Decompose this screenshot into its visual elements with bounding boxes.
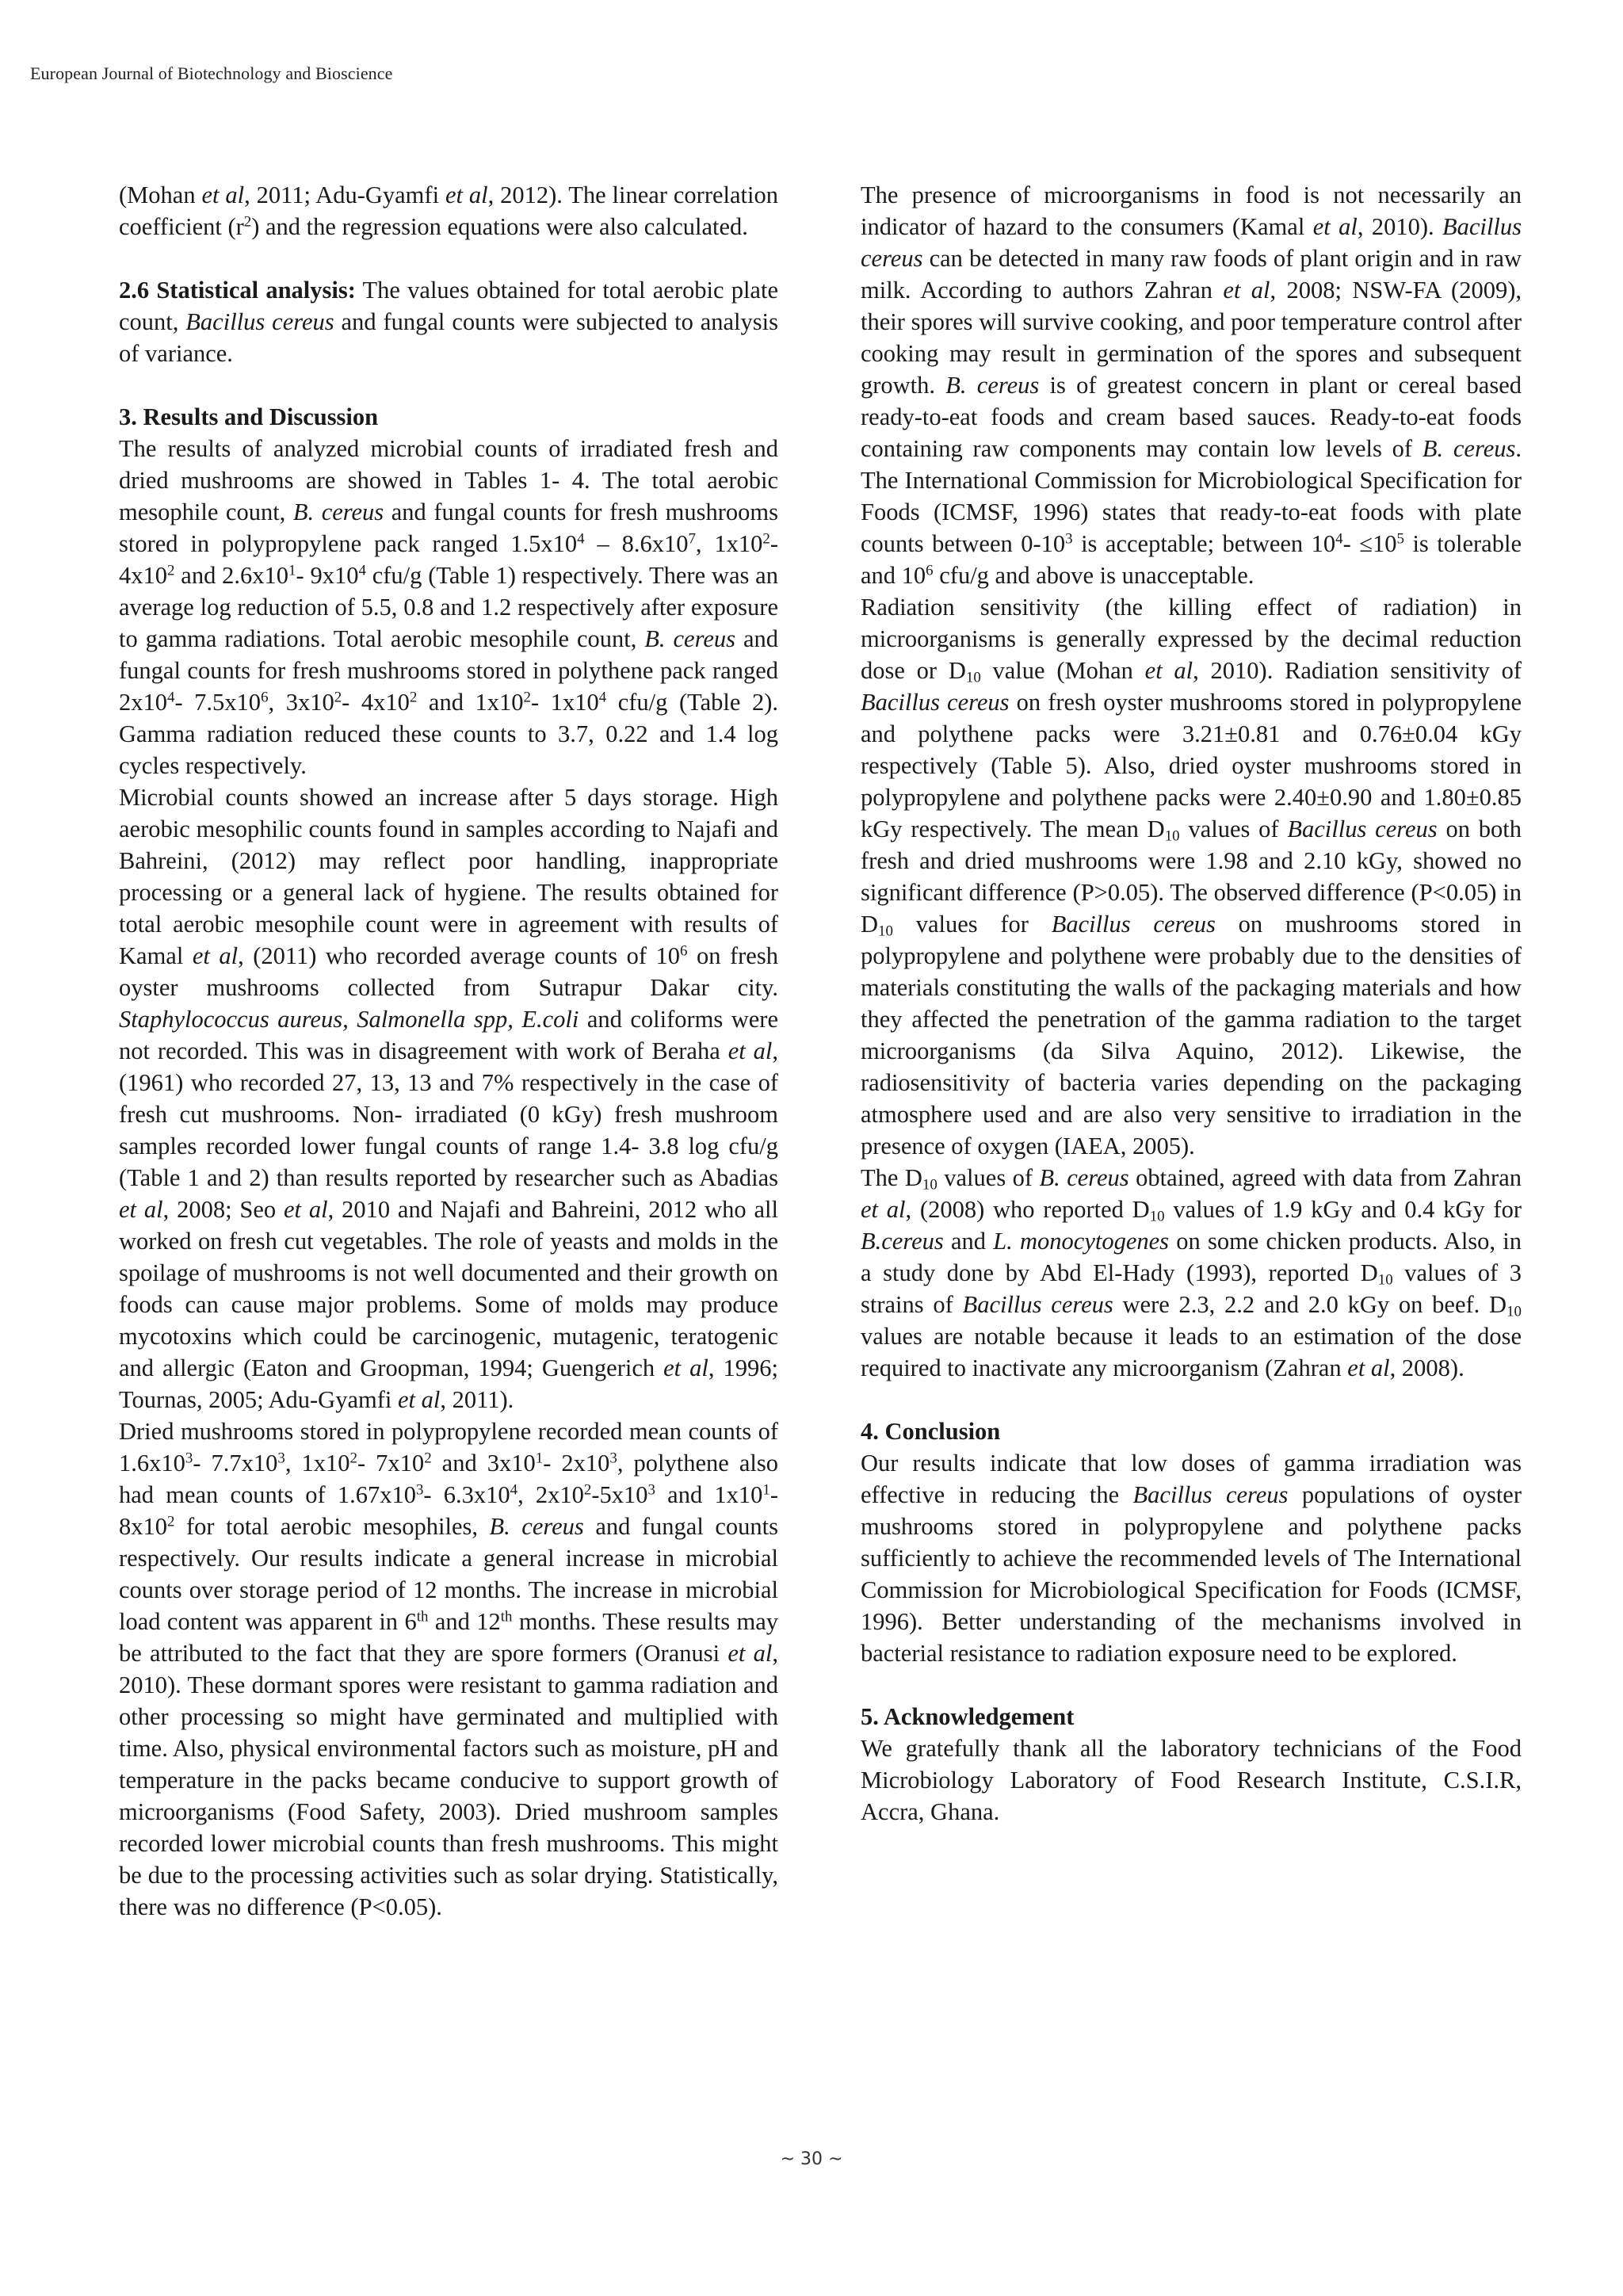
paragraph-discussion-3: The $D_{10}$ values of B. cereus obtained, agreed with data from Zahran et al, (2008) who reported $D_{10}$ values of 1.9 kGy and 0.4 kGy for B.cereus and L. monocytogenes on some chicken products. Also, in a study done by Abd El-Hady (1993), reported $D_{10}$ values of 3 strains of Bacillus cereus were 2.3, 2.2 and 2.0 kGy on beef. $D_{10}$ values are notable because it leads to an estimation of the dose required to inactivate any microorganism (Zahran et al, 2008). xyxy=(861,1164,1522,1381)
paragraph-results-1: The results of analyzed microbial counts of irradiated fresh and dried mushrooms are showed in Tables 1- 4. The total aerobic mesophile count, B. cereus and fungal counts for fresh mushrooms stored in polypropylene pack ranged $1.5x10^4 - 8.6x10^7$, $1x10^2-$ $4x10^2$ and $2.6x10^1-$ $9x10^4$ cfu/g (Table 1) respectively. There was an average log reduction of 5.5, 0.8 and 1.2 respectively after exposure to gamma radiations. Total aerobic mesophile count, B. cereus and fungal counts for fresh mushrooms stored in polythene pack ranged $2x10^4-$ $7.5x10^6$, $3x10^2-$ $4x10^2$ and $1x10^2-$ $1x10^4$ cfu/g (Table 2). Gamma radiation reduced these counts to 3.7, 0.22 and 1.4 log cycles respectively. xyxy=(119,435,779,779)
running-head: European Journal of Biotechnology and Bioscience xyxy=(30,63,393,83)
paragraph-statistical-analysis xyxy=(119,274,778,369)
paragraph-methods-end: (Mohan et al, 2011; Adu-Gyamfi et al, 2012). The linear correlation coefficient $(r^2)$ and the regression equations were also calculated. xyxy=(119,181,778,240)
left-column xyxy=(119,179,778,1923)
section-heading-conclusion: 4. Conclusion xyxy=(861,1418,1001,1445)
paragraph-results-3: Dried mushrooms stored in polypropylene recorded mean counts of $1.6x10^3-$ $7.7x10^3$, $1x10^2-$ $7x10^2$ and $3x10^1-$ $2x10^3$, polythene also had mean counts of $1.67x10^3-$ $6.3x10^4$, $2x10^2-5x10^3$ and $1x10^1-$ $8x10^2$ for total aerobic mesophiles, B. cereus and fungal counts respectively. Our results indicate a general increase in microbial counts over storage period of 12 months. The increase in microbial load content was apparent in 6th and 12th months. These results may be attributed to the fact that they are spore formers (Oranusi et al, 2010). These dormant spores were resistant to gamma radiation and other processing so might have germinated and multiplied with time. Also, physical environmental factors such as moisture, pH and temperature in the packs became conducive to support growth of microorganisms (Food Safety, 2003). Dried mushroom samples recorded lower microbial counts than fresh mushrooms. This might be due to the processing activities such as solar drying. Statistically, there was no difference (P<0.05). xyxy=(119,1418,779,1920)
right-column xyxy=(861,179,1522,1828)
paragraph-discussion-2: Radiation sensitivity (the killing effect of radiation) in microorganisms is generally expressed by the decimal reduction dose or $D_{10}$ value (Mohan et al, 2010). Radiation sensitivity of Bacillus cereus on fresh oyster mushrooms stored in polypropylene and polythene packs were 3.21±0.81 and 0.76±0.04 kGy respectively (Table 5). Also, dried oyster mushrooms stored in polypropylene and polythene packs were 2.40±0.90 and 1.80±0.85 kGy respectively. The mean $D_{10}$ values of Bacillus cereus on both fresh and dried mushrooms were 1.98 and 2.10 kGy, showed no significant difference (P>0.05). The observed difference (P<0.05) in $D_{10}$ values for Bacillus cereus on mushrooms stored in polypropylene and polythene were probably due to the densities of materials constituting the walls of the packaging materials and how they affected the penetration of the gamma radiation to the target microorganisms (da Silva Aquino, 2012). Likewise, the radiosensitivity of bacteria varies depending on the packaging atmosphere used and are also very sensitive to irradiation in the presence of oxygen (IAEA, 2005). xyxy=(861,594,1522,1159)
paragraph-results-2: Microbial counts showed an increase after 5 days storage. High aerobic mesophilic counts found in samples according to Najafi and Bahreini, (2012) may reflect poor handling, inappropriate processing or a general lack of hygiene. The results obtained for total aerobic mesophile count were in agreement with results of Kamal et al, (2011) who recorded average counts of $10^6$ on fresh oyster mushrooms collected from Sutrapur Dakar city. Staphylococcus aureus, Salmonella spp, E.coli and coliforms were not recorded. This was in disagreement with work of Beraha et al, (1961) who recorded 27, 13, 13 and 7% respectively in the case of fresh cut mushrooms. Non- irradiated (0 kGy) fresh mushroom samples recorded lower fungal counts of range 1.4- 3.8 log cfu/g (Table 1 and 2) than results reported by researcher such as Abadias et al, 2008; Seo et al, 2010 and Najafi and Bahreini, 2012 who all worked on fresh cut vegetables. The role of yeasts and molds in the spoilage of mushrooms is not well documented and their growth on foods can cause major problems. Some of molds may produce mycotoxins which could be carcinogenic, mutagenic, teratogenic and allergic (Eaton and Groopman, 1994; Guengerich et al, 1996; Tournas, 2005; Adu-Gyamfi et al, 2011). xyxy=(119,784,778,1413)
page-number: ~ 30 ~ xyxy=(780,2149,843,2169)
paragraph-conclusion: Our results indicate that low doses of gamma irradiation was effective in reducing the Bacillus cereus populations of oyster mushrooms stored in polypropylene and polythene packs sufficiently to achieve the recommended levels of The International Commission for Microbiological Specification for Foods (ICMSF, 1996). Better understanding of the mechanisms involved in bacterial resistance to radiation exposure need to be explored. xyxy=(861,1450,1522,1667)
paragraph-discussion-1: The presence of microorganisms in food is not necessarily an indicator of hazard to the consumers (Kamal et al, 2010). Bacillus cereus can be detected in many raw foods of plant origin and in raw milk. According to authors Zahran et al, 2008; NSW-FA (2009), their spores will survive cooking, and poor temperature control after cooking may result in germination of the spores and subsequent growth. B. cereus is of greatest concern in plant or cereal based ready-to-eat foods and cream based sauces. Ready-to-eat foods containing raw components may contain low levels of B. cereus. The International Commission for Microbiological Specification for Foods (ICMSF, 1996) states that ready-to-eat foods with plate counts between $0-10^3$ is acceptable; between $10^4- \le 10^5$ is tolerable and $10^6$ cfu/g and above is unacceptable. xyxy=(861,181,1522,589)
statistical-analysis-body: The values obtained for total aerobic plate count, Bacillus cereus and fungal counts were subjected to analysis of variance. xyxy=(119,277,778,367)
section-heading-results: 3. Results and Discussion xyxy=(119,403,379,430)
section-heading-statistical-analysis: 2.6 Statistical analysis: xyxy=(119,277,356,304)
paragraph-acknowledgement: We gratefully thank all the laboratory technicians of the Food Microbiology Laboratory of Food Research Institute, C.S.I.R, Accra, Ghana. xyxy=(861,1735,1522,1825)
section-heading-acknowledgement: 5. Acknowledgement xyxy=(861,1703,1075,1730)
